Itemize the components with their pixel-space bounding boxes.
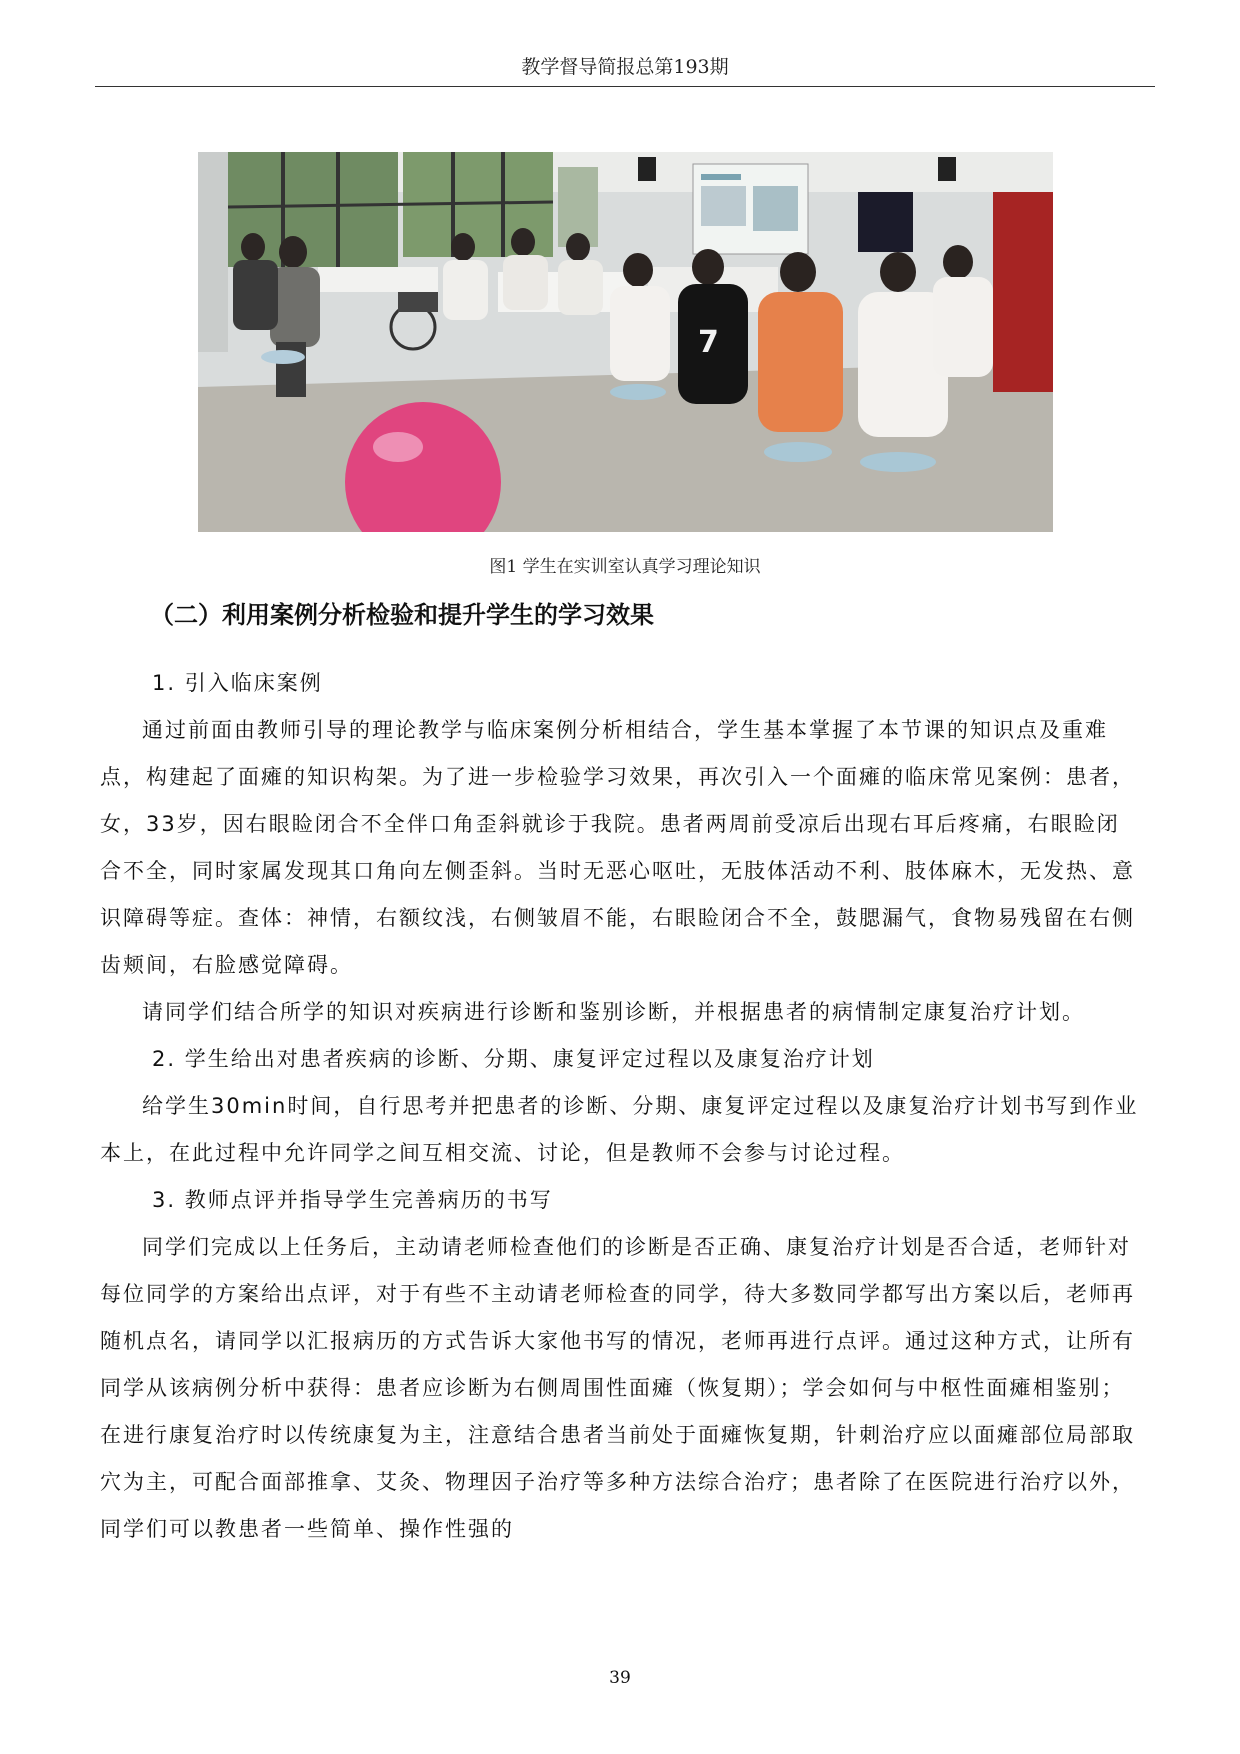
paragraph: 同学们完成以上任务后，主动请老师检查他们的诊断是否正确、康复治疗计划是否合适，老师针对每位同学的方案给出点评，对于有些不主动请老师检查的同学，待大多数同学都写出方案以后，老师再随机点名，请同学以汇报病历的方式告诉大家他书写的情况，老师再进行点评。通过这种方式，让所有同学从该病例分析中获得：患者应诊断为右侧周围性面瘫（恢复期）；学会如何与中枢性面瘫相鉴别；在进行康复治疗时以传统康复为主，注意结合患者当前处于面瘫恢复期，针刺治疗应以面瘫部位局部取穴为主，可配合面部推拿、艾灸、物理因子治疗等多种方法综合治疗；患者除了在医院进行治疗以外，同学们可以教患者一些简单、操作性强的 — [100, 1235, 1135, 1541]
subsection-heading: 3. 教师点评并指导学生完善病历的书写 — [152, 1188, 553, 1212]
subsection-heading: 1. 引入临床案例 — [152, 671, 323, 695]
running-header: 教学督导简报总第193期 — [521, 56, 729, 78]
projector-screen-icon — [693, 164, 808, 254]
page-number: 39 — [609, 1668, 631, 1688]
speaker-icon — [638, 157, 656, 181]
header-rule — [95, 86, 1155, 87]
classroom-photo — [198, 152, 1053, 532]
section-title: （二）利用案例分析检验和提升学生的学习效果 — [150, 601, 654, 629]
paragraph: 给学生30min时间，自行思考并把患者的诊断、分期、康复评定过程以及康复治疗计划书写到作业本上，在此过程中允许同学之间互相交流、讨论，但是教师不会参与讨论过程。 — [100, 1094, 1139, 1165]
figure-caption: 图1 学生在实训室认真学习理论知识 — [489, 557, 761, 577]
chart-board-icon — [858, 192, 913, 252]
body-text — [100, 660, 1140, 1553]
paragraph: 通过前面由教师引导的理论教学与临床案例分析相结合，学生基本掌握了本节课的知识点及重难点，构建起了面瘫的知识构架。为了进一步检验学习效果，再次引入一个面瘫的临床常见案例：患者，女，33岁，因右眼睑闭合不全伴口角歪斜就诊于我院。患者两周前受凉后出现右耳后疼痛，右眼睑闭合不全，同时家属发现其口角向左侧歪斜。当时无恶心呕吐，无肢体活动不利、肢体麻木，无发热、意识障碍等症。查体：神情，右额纹浅，右侧皱眉不能，右眼睑闭合不全，鼓腮漏气，食物易残留在右侧齿颊间，右脸感觉障碍。 — [100, 718, 1135, 977]
paragraph: 请同学们结合所学的知识对疾病进行诊断和鉴别诊断，并根据患者的病情制定康复治疗计划。 — [142, 1000, 1085, 1024]
speaker-icon — [938, 157, 956, 181]
jersey-number: 7 — [698, 325, 719, 360]
subsection-heading: 2. 学生给出对患者疾病的诊断、分期、康复评定过程以及康复治疗计划 — [152, 1047, 875, 1071]
red-board-icon — [993, 192, 1053, 392]
